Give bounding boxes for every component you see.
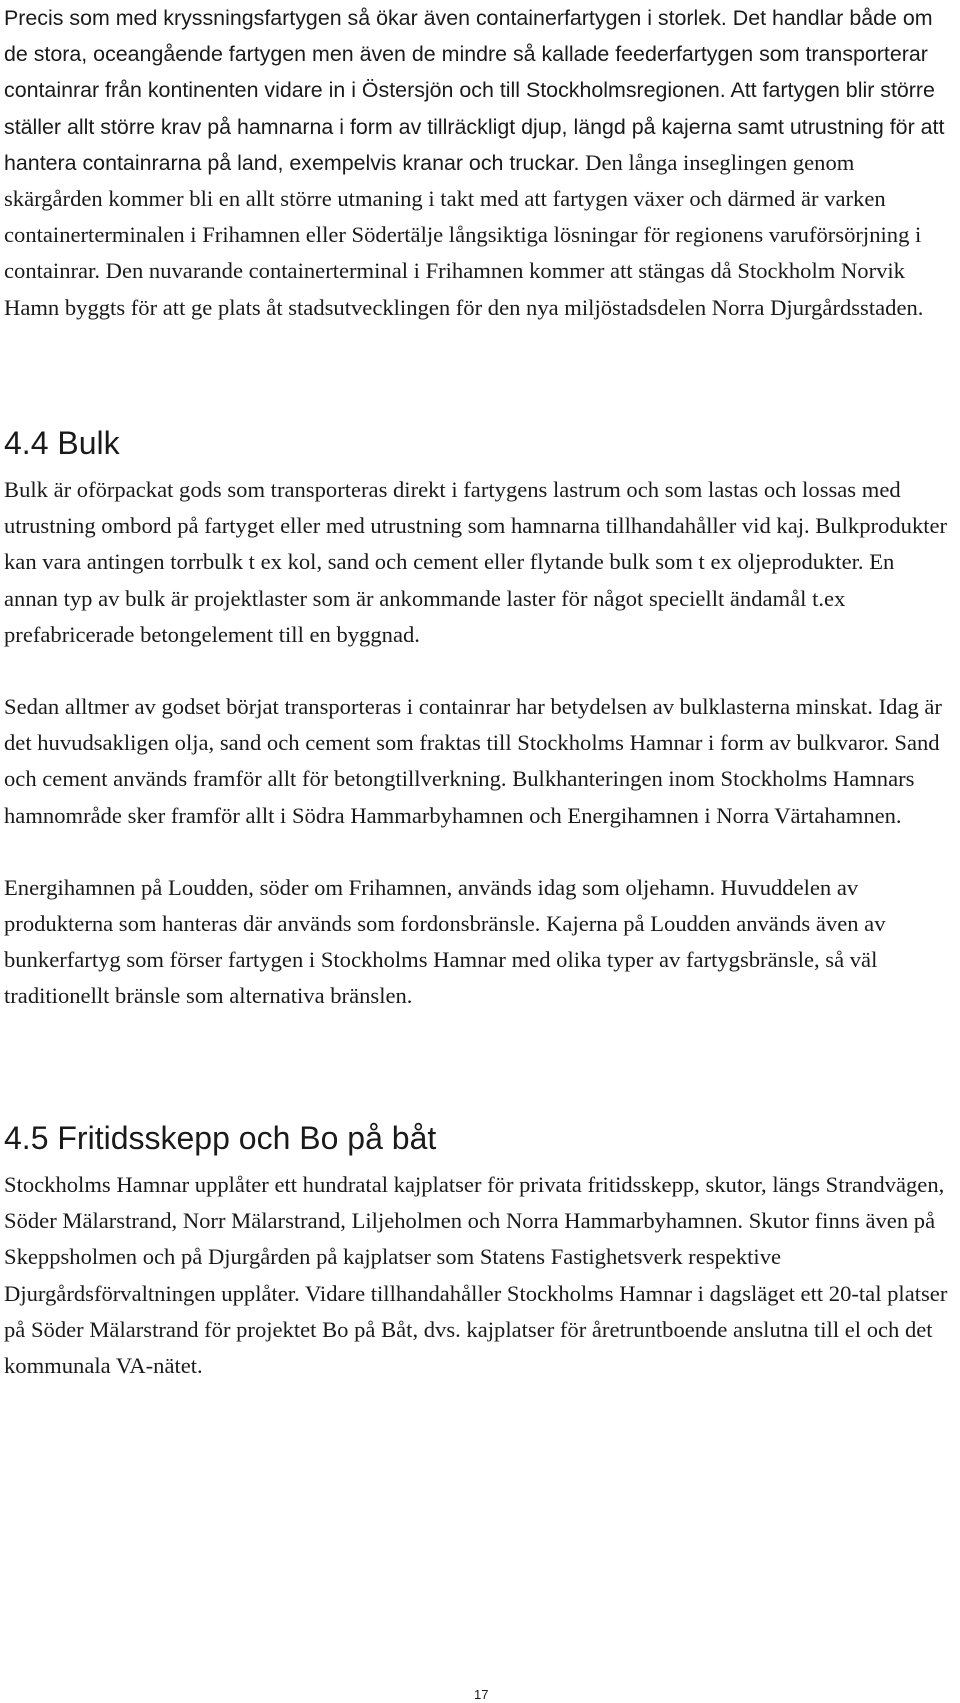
intro-serif-text: Den långa inseglingen genom skärgården kommer bli en allt större utmaning i takt med att fartygen växer och därmed är varken containerterminalen i Frihamnen eller Södertälje långsiktiga lösningar för regionens varuförsörjning i containrar. Den nuvarande containerterminal i Frihamnen kommer att stängas då Stockholm Norvik Hamn byggts för att ge plats åt stadsutvecklingen för den nya miljöstadsdelen Norra Djurgårdsstaden. [4, 149, 924, 320]
intro-paragraph [4, 0, 949, 326]
section-heading-fritidsskepp: 4.5 Fritidsskepp och Bo på båt [4, 1120, 437, 1156]
section-bulk-body [4, 472, 949, 1015]
fritidsskepp-paragraph: Stockholms Hamnar upplåter ett hundratal kajplatser för privata fritidsskepp, skutor, längs Strandvägen, Söder Mälarstrand, Norr Mälarstrand, Liljeholmen och Norra Hammarbyhamnen. Skutor finns även på Skeppsholmen och på Djurgården på kajplatser som Statens Fastighetsverk respektive Djurgårdsförvaltningen upplåter. Vidare tillhandahåller Stockholms Hamnar i dagsläget ett 20-tal platser på Söder Mälarstrand för projektet Bo på Båt, dvs. kajplatser för åretruntboende anslutna till el och det kommunala VA-nätet. [4, 1172, 948, 1379]
bulk-paragraph-2: Sedan alltmer av godset börjat transporteras i containrar har betydelsen av bulklasterna minskat. Idag är det huvudsakligen olja, sand och cement som fraktas till Stockholms Hamnar i form av bulkvaror. Sand och cement används framför allt för betongtillverkning. Bulkhanteringen inom Stockholms Hamnars hamnområde sker framför allt i Södra Hammarbyhamnen och Energihamnen i Norra Värtahamnen. [4, 694, 942, 828]
bulk-paragraph-3: Energihamnen på Loudden, söder om Frihamnen, används idag som oljehamn. Huvuddelen av produkterna som hanteras där används som fordonsbränsle. Kajerna på Loudden används även av bunkerfartyg som förser fartygen i Stockholms Hamnar med olika typer av fartygsbränsle, så väl traditionellt bränsle som alternativa bränslen. [4, 874, 886, 1009]
intro-sans-text: Precis som med kryssningsfartygen så ökar även containerfartygen i storlek. Det handlar både om de stora, oceangående fartygen men även de mindre så kallade feederfartygen som transporterar containrar från kontinenten vidare in i Östersjön och till Stockholmsregionen. Att fartygen blir större ställer allt större krav på hamnarna i form av tillräckligt djup, längd på kajerna samt utrustning för att hantera containrarna på land, exempelvis kranar och truckar. [4, 6, 945, 175]
page-number: 17 [474, 1687, 489, 1702]
section-heading-bulk: 4.4 Bulk [4, 425, 120, 461]
bulk-paragraph-1: Bulk är oförpackat gods som transporteras direkt i fartygens lastrum och som lastas och lossas med utrustning ombord på fartyget eller med utrustning som hamnarna tillhandahåller vid kaj. Bulkprodukter kan vara antingen torrbulk t ex kol, sand och cement eller flytande bulk som t ex oljeprodukter. En annan typ av bulk är projektlaster som är ankommande laster för något speciellt ändamål t.ex prefabricerade betongelement till en byggnad. [4, 477, 948, 647]
